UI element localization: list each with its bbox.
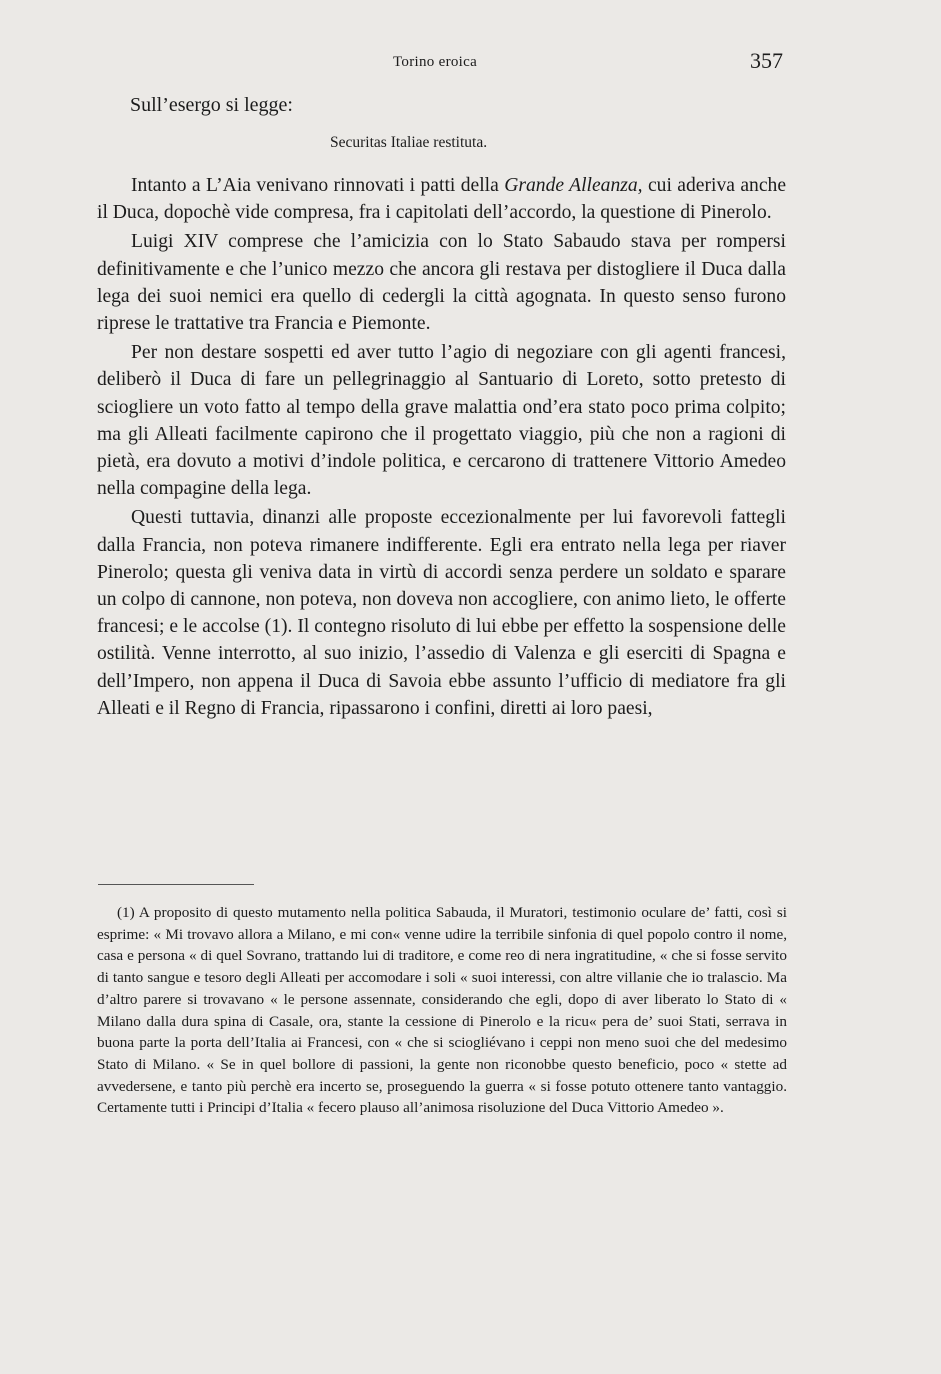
footnote-separator [98,884,254,885]
motto-inscription: Securitas Italiae restituta. [330,134,488,151]
footnote [97,902,787,1119]
paragraph-1-end: cui aderiva anche il Duca, dopochè vide compresa, fra i capitolati dell’accordo, la questione di Pinerolo. [97,175,787,224]
italic-title-grande-alleanza: Grande Alleanza, [504,175,643,196]
running-title: Torino eroica [393,54,478,70]
footnote-text: (1) A proposito di questo mutamento nella politica Sabauda, il Muratori, testimonio oculare de’ fatti, così si esprime: « Mi trovavo allora a Milano, e mi con« venne udire la terribile sinfonia di quel popolo contro il nome, casa e persona « di quel Sovrano, trattando lui di traditore, e come reo di nera ingratitudine, « che si fosse servito di tanto sangue e tesoro degli Alleati per accomodare i soli « suoi interessi, con altre villanie che io tralascio. Ma d’altro parere si trovavano « le persone assennate, considerando che egli, dopo di aver liberato lo Stato di « Milano dalla dura spina di Casale, ora, stante la cessione di Pinerolo e la ricu« pera de’ suoi Stati, serrava in buona parte la porta dell’Italia ai Francesi, con « che si sciogliévano i ceppi non meno suoi che del medesimo Stato di Milano. « Se in quel bollore di passioni, la gente non riconobbe questo beneficio, poco « stette ad avvedersene, e tanto più perchè era incerto se, proseguendo la guerra « si fosse potuto ottenere tanto vantaggio. Certamente tutti i Principi d’Italia « fecero plauso all’animosa risoluzione del Duca Vittorio Amedeo ». [97,904,787,1117]
page-number: 357 [750,48,783,73]
paragraph-1 [97,172,786,226]
main-text [97,172,786,722]
paragraph-4: Questi tuttavia, dinanzi alle proposte eccezionalmente per lui favorevoli fattegli dalla Francia, non poteva rimanere indifferente. Egli era entrato nella lega per riaver Pinerolo; questa gli veniva data in virtù di accordi senza perdere un soldato e sparare un colpo di cannone, non poteva, non doveva non accogliere, con animo lieto, le offerte francesi; e le accolse (1). Il contegno risoluto di lui ebbe per effetto la sospensione delle ostilità. Venne interrotto, al suo inizio, l’assedio di Valenza e gli eserciti di Spagna e dell’Impero, non appena il Duca di Savoia ebbe assunto l’ufficio di mediatore fra gli Alleati e il Regno di Francia, ripassarono i confini, diretti ai loro paesi, [97,507,786,719]
intro-line: Sull’esergo si legge: [130,94,293,116]
paragraph-1-start: Intanto a L’Aia venivano rinnovati i patti della [131,175,505,196]
paragraph-3: Per non destare sospetti ed aver tutto l’agio di negoziare con gli agenti francesi, deliberò il Duca di fare un pellegrinaggio al Santuario di Loreto, sotto pretesto di sciogliere un voto fatto al tempo della grave malattia ond’era stato poco prima colpito; ma gli Alleati facilmente capirono che il progettato viaggio, più che non a ragioni di pietà, era dovuto a motivi d’indole politica, e cercarono di trattenere Vittorio Amedeo nella compagine della lega. [97,342,786,500]
paragraph-2: Luigi XIV comprese che l’amicizia con lo Stato Sabaudo stava per rompersi definitivamente e che l’unico mezzo che ancora gli restava per distogliere il Duca dalla lega dei suoi nemici era quello di cedergli la città agognata. In questo senso furono riprese le trattative tra Francia e Piemonte. [97,231,786,335]
